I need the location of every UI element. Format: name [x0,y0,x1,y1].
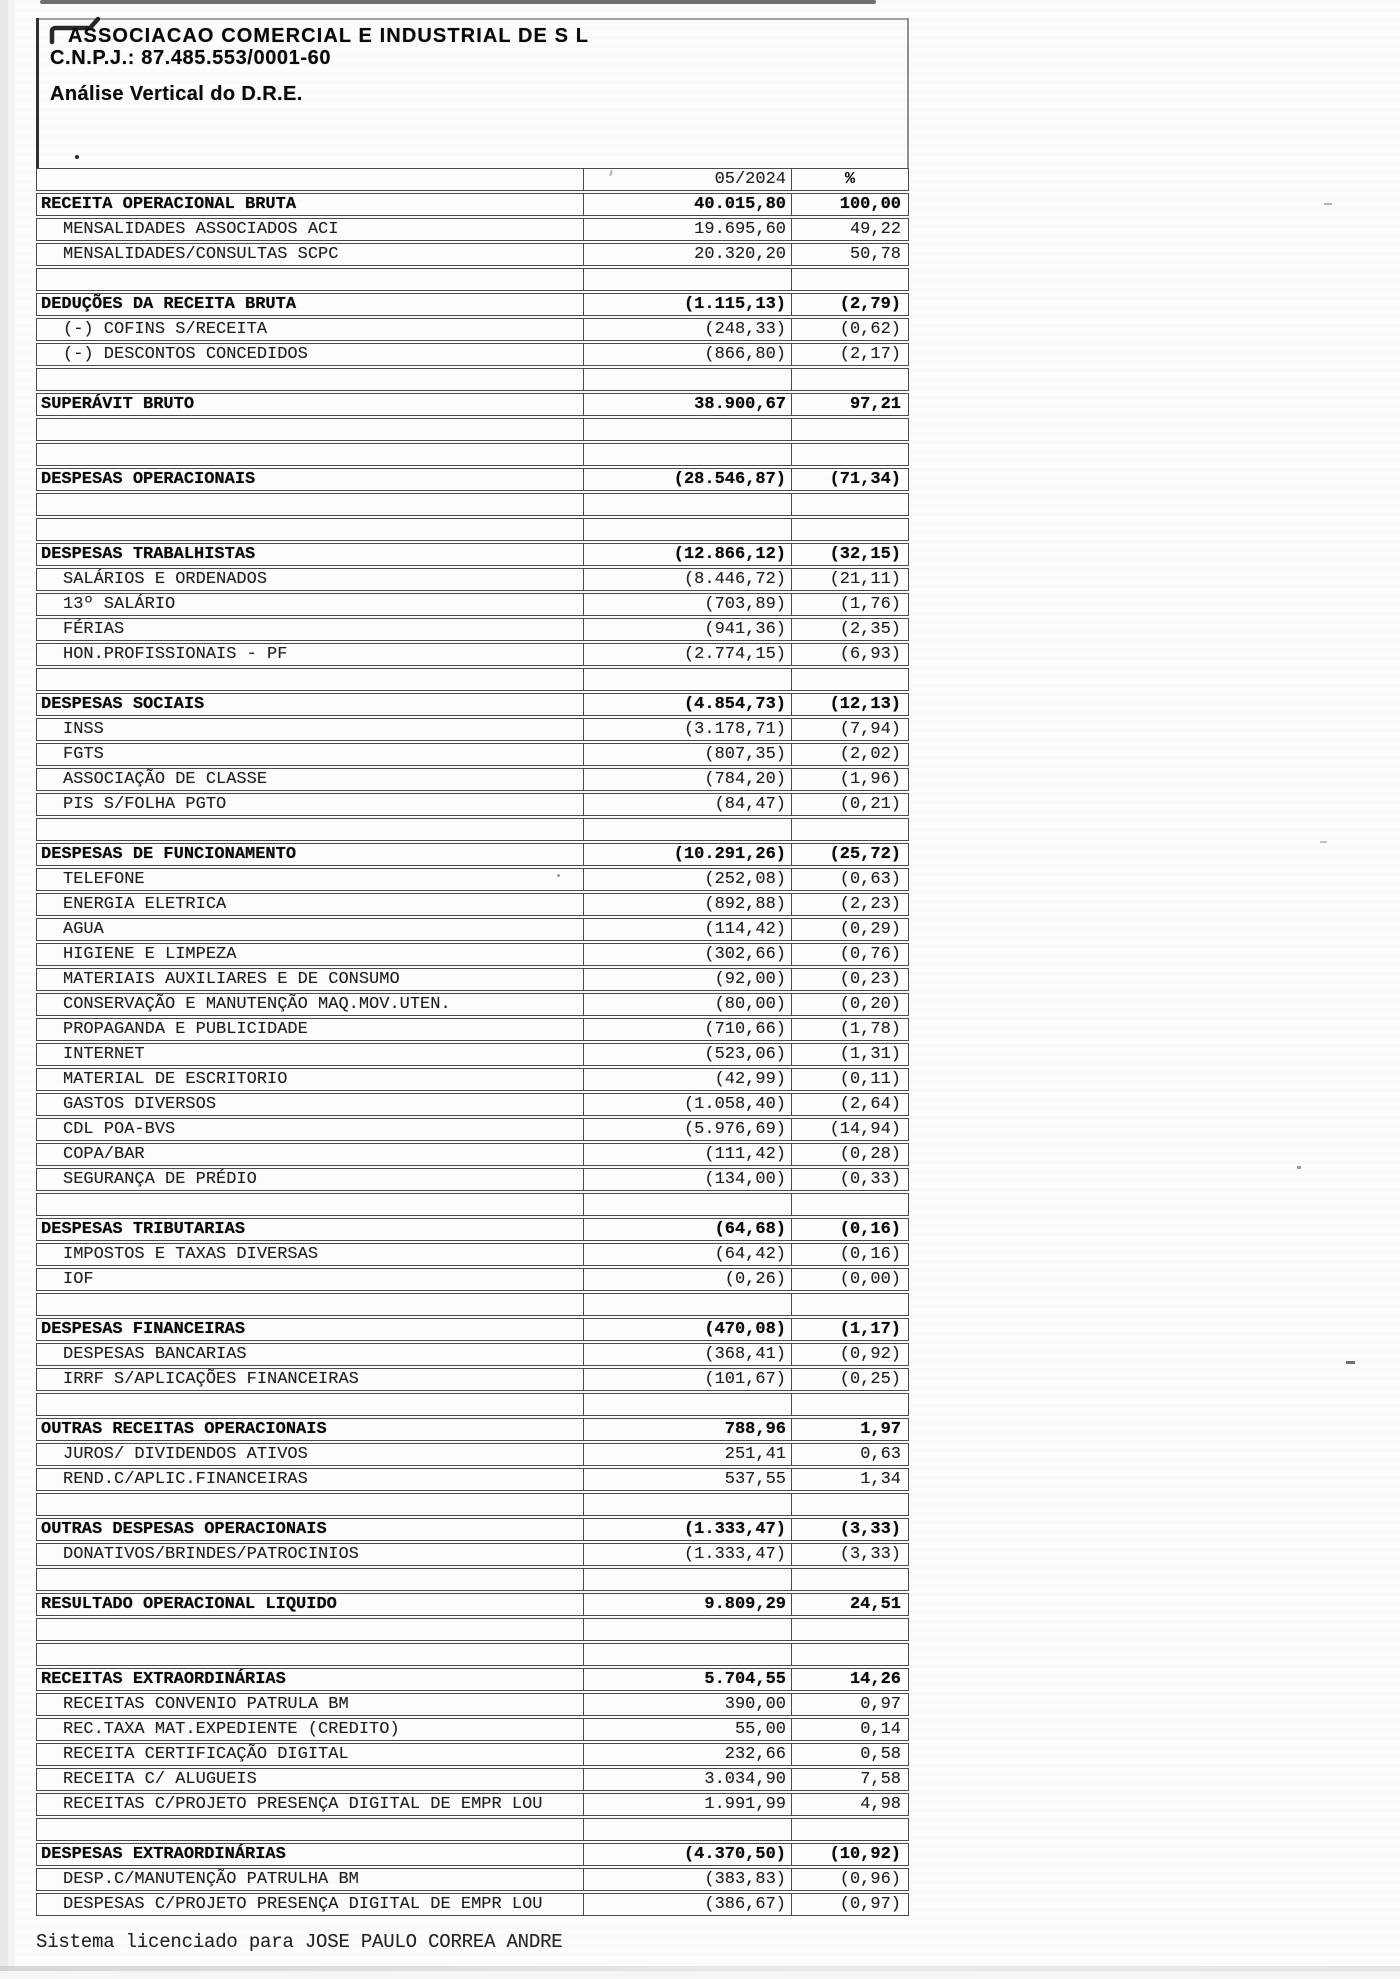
table-row [36,693,909,716]
row-value: (710,66) [583,1019,791,1040]
row-percent: (1,96) [791,769,908,790]
table-row-blank [36,1568,909,1591]
row-percent [791,1294,908,1315]
table-row [36,1368,909,1391]
table-row [36,768,909,791]
row-value: (0,26) [583,1269,791,1290]
table-row [36,218,909,241]
row-percent: (0,20) [791,994,908,1015]
table-row [36,1743,909,1766]
row-value [583,819,791,840]
table-header-row [36,168,909,191]
row-value: 788,96 [583,1419,791,1440]
row-value: (42,99) [583,1069,791,1090]
row-value [583,369,791,390]
table-row [36,1043,909,1066]
row-label: RECEITA CERTIFICAÇÃO DIGITAL [63,1745,349,1764]
row-percent: (71,34) [791,469,908,490]
table-row [36,1793,909,1816]
table-row-blank [36,1818,909,1841]
row-value: (248,33) [583,319,791,340]
table-row [36,593,909,616]
row-value [583,1394,791,1415]
row-label: AGUA [63,920,104,939]
row-label: RECEITAS CONVENIO PATRULA BM [63,1695,349,1714]
dre-analysis-table [36,168,909,1918]
row-value: (114,42) [583,919,791,940]
row-percent: (6,93) [791,644,908,665]
row-value [583,519,791,540]
row-value: 537,55 [583,1469,791,1490]
row-label [37,1294,583,1315]
row-value: 20.320,20 [583,244,791,265]
row-label: OUTRAS RECEITAS OPERACIONAIS [41,1420,327,1439]
row-label [37,369,583,390]
header-period-cell: 05/2024 [583,169,791,190]
row-value: (892,88) [583,894,791,915]
table-row [36,1118,909,1141]
row-label: RECEITA C/ ALUGUEIS [63,1770,257,1789]
table-row [36,618,909,641]
row-percent [791,1619,908,1640]
table-row [36,868,909,891]
row-percent [791,1394,908,1415]
row-value: (134,00) [583,1169,791,1190]
table-row [36,943,909,966]
row-label: REC.TAXA MAT.EXPEDIENTE (CREDITO) [63,1720,400,1739]
row-label: DESPESAS OPERACIONAIS [41,470,256,489]
row-percent: (0,00) [791,1269,908,1290]
row-value [583,269,791,290]
row-value: (807,35) [583,744,791,765]
table-row [36,1093,909,1116]
table-row-blank [36,818,909,841]
row-percent: (0,23) [791,969,908,990]
row-label: SEGURANÇA DE PRÉDIO [63,1170,257,1189]
row-value: (1.058,40) [583,1094,791,1115]
row-label: DESPESAS DE FUNCIONAMENTO [41,845,297,864]
scan-speck [1297,1166,1301,1169]
table-row-blank [36,1493,909,1516]
row-percent: 4,98 [791,1794,908,1815]
row-value: (1.333,47) [583,1519,791,1540]
row-label: FÉRIAS [63,620,125,639]
row-label: IOF [63,1270,94,1289]
row-label [37,269,583,290]
table-row [36,1243,909,1266]
row-percent: (2,17) [791,344,908,365]
row-percent [791,444,908,465]
row-value: (28.546,87) [583,469,791,490]
row-value: 251,41 [583,1444,791,1465]
table-row [36,718,909,741]
table-row-blank [36,668,909,691]
row-label: DONATIVOS/BRINDES/PATROCINIOS [63,1545,359,1564]
row-label [37,1644,583,1665]
table-row-blank [36,418,909,441]
row-percent: 49,22 [791,219,908,240]
row-percent [791,494,908,515]
row-percent [791,1569,908,1590]
row-percent: (0,21) [791,794,908,815]
scan-edge-strip-light [8,0,15,1979]
row-label: RECEITAS EXTRAORDINÁRIAS [41,1670,286,1689]
row-label: MATERIAL DE ESCRITORIO [63,1070,288,1089]
row-percent: (1,78) [791,1019,908,1040]
scan-edge-strip [0,0,8,1979]
row-percent: 14,26 [791,1669,908,1690]
row-label [37,1494,583,1515]
row-percent: (10,92) [791,1844,908,1865]
row-value: (64,68) [583,1219,791,1240]
table-row-blank [36,1643,909,1666]
row-percent: (0,76) [791,944,908,965]
row-value: (386,67) [583,1894,791,1915]
row-value: 38.900,67 [583,394,791,415]
row-percent: (0,29) [791,919,908,940]
table-row [36,893,909,916]
row-percent: 0,63 [791,1444,908,1465]
row-value: (8.446,72) [583,569,791,590]
row-label [37,669,583,690]
row-value: (2.774,15) [583,644,791,665]
table-row [36,843,909,866]
row-value: 232,66 [583,1744,791,1765]
table-row-blank [36,1618,909,1641]
row-percent: 24,51 [791,1594,908,1615]
row-value [583,1569,791,1590]
table-row [36,1543,909,1566]
header-percent-cell: % [791,169,908,190]
table-row [36,1868,909,1891]
table-row [36,1893,909,1916]
table-row-blank [36,268,909,291]
row-label [37,819,583,840]
row-value [583,444,791,465]
row-label [37,1569,583,1590]
table-row [36,793,909,816]
table-row [36,1018,909,1041]
row-label [37,1619,583,1640]
table-row [36,293,909,316]
table-row [36,568,909,591]
row-label: GASTOS DIVERSOS [63,1095,217,1114]
row-label [37,1194,583,1215]
table-row [36,1168,909,1191]
row-value: (5.976,69) [583,1119,791,1140]
row-label: DESPESAS BANCARIAS [63,1345,247,1364]
table-row [36,968,909,991]
row-value [583,1494,791,1515]
row-label [37,444,583,465]
row-label: INSS [63,720,104,739]
row-percent: (0,62) [791,319,908,340]
row-value: (252,08) [583,869,791,890]
row-percent: 50,78 [791,244,908,265]
row-label: HIGIENE E LIMPEZA [63,945,237,964]
row-percent: (2,64) [791,1094,908,1115]
table-row-blank [36,368,909,391]
row-label: MATERIAIS AUXILIARES E DE CONSUMO [63,970,400,989]
row-value: 390,00 [583,1694,791,1715]
row-value: 5.704,55 [583,1669,791,1690]
row-value: (302,66) [583,944,791,965]
row-percent: (14,94) [791,1119,908,1140]
row-percent: 7,58 [791,1769,908,1790]
table-row [36,243,909,266]
ink-dot [75,155,79,159]
row-percent: (12,13) [791,694,908,715]
row-value: (10.291,26) [583,844,791,865]
table-row [36,1693,909,1716]
table-row-blank [36,1193,909,1216]
table-row [36,193,909,216]
row-label: RECEITA OPERACIONAL BRUTA [41,195,297,214]
row-value [583,494,791,515]
table-row [36,918,909,941]
row-value: (4.370,50) [583,1844,791,1865]
row-label: IRRF S/APLICAÇÕES FINANCEIRAS [63,1370,359,1389]
row-label: DEDUÇÕES DA RECEITA BRUTA [41,295,297,314]
row-percent [791,519,908,540]
row-label: PROPAGANDA E PUBLICIDADE [63,1020,308,1039]
row-percent: (2,02) [791,744,908,765]
table-row [36,1593,909,1616]
row-percent: 100,00 [791,194,908,215]
row-label: SUPERÁVIT BRUTO [41,395,195,414]
scan-speck [1324,203,1332,205]
row-value: (92,00) [583,969,791,990]
row-label: OUTRAS DESPESAS OPERACIONAIS [41,1520,327,1539]
row-value: (12.866,12) [583,544,791,565]
table-row-blank [36,1393,909,1416]
row-percent: (25,72) [791,844,908,865]
row-label: MENSALIDADES/CONSULTAS SCPC [63,245,339,264]
row-label: DESPESAS C/PROJETO PRESENÇA DIGITAL DE EMPR LOU [63,1895,543,1914]
row-label: (-) DESCONTOS CONCEDIDOS [63,345,308,364]
row-percent [791,669,908,690]
row-label: COPA/BAR [63,1145,145,1164]
table-row [36,1768,909,1791]
row-value: (941,36) [583,619,791,640]
row-label: DESPESAS TRABALHISTAS [41,545,256,564]
table-row-blank [36,1293,909,1316]
row-value: (523,06) [583,1044,791,1065]
row-value [583,1294,791,1315]
row-label: RESULTADO OPERACIONAL LIQUIDO [41,1595,337,1614]
table-row [36,1468,909,1491]
row-value: (80,00) [583,994,791,1015]
table-row [36,1443,909,1466]
row-percent: (0,16) [791,1244,908,1265]
header-empty-cell [37,169,583,190]
table-row [36,1068,909,1091]
row-label: ENERGIA ELETRICA [63,895,227,914]
table-row-blank [36,443,909,466]
row-percent: (0,28) [791,1144,908,1165]
row-value: 19.695,60 [583,219,791,240]
table-row [36,1718,909,1741]
row-value: (3.178,71) [583,719,791,740]
row-label: REND.C/APLIC.FINANCEIRAS [63,1470,308,1489]
row-percent: (32,15) [791,544,908,565]
scan-below-edge [0,1971,1400,1979]
row-label: FGTS [63,745,104,764]
row-percent: 0,58 [791,1744,908,1765]
row-label: DESP.C/MANUTENÇÃO PATRULHA BM [63,1870,359,1889]
row-percent [791,1494,908,1515]
table-row [36,393,909,416]
table-row [36,468,909,491]
row-value: (383,83) [583,1869,791,1890]
row-label: MENSALIDADES ASSOCIADOS ACI [63,220,339,239]
row-label: DESPESAS TRIBUTARIAS [41,1220,246,1239]
row-percent: (0,25) [791,1369,908,1390]
row-label [37,519,583,540]
table-row [36,743,909,766]
row-value [583,1644,791,1665]
row-label [37,1819,583,1840]
row-percent: 97,21 [791,394,908,415]
row-percent [791,1644,908,1665]
table-row [36,643,909,666]
row-percent [791,269,908,290]
row-label: DESPESAS FINANCEIRAS [41,1320,246,1339]
row-percent: (1,31) [791,1044,908,1065]
table-row [36,1218,909,1241]
row-value [583,1819,791,1840]
row-value: (703,89) [583,594,791,615]
table-row [36,543,909,566]
row-value: (470,08) [583,1319,791,1340]
row-percent: (2,23) [791,894,908,915]
row-label: TELEFONE [63,870,145,889]
row-value: (866,80) [583,344,791,365]
table-row [36,1343,909,1366]
row-value [583,669,791,690]
row-percent: (2,79) [791,294,908,315]
row-value [583,1619,791,1640]
row-percent [791,1819,908,1840]
table-row [36,1318,909,1341]
license-footer: Sistema licenciado para JOSE PAULO CORREA ANDRE [36,1931,563,1953]
row-percent: (3,33) [791,1519,908,1540]
scan-speck [1346,1361,1355,1364]
row-value: (111,42) [583,1144,791,1165]
row-label: JUROS/ DIVIDENDOS ATIVOS [63,1445,308,1464]
row-label: IMPOSTOS E TAXAS DIVERSAS [63,1245,319,1264]
page-border-right [907,18,909,168]
table-row [36,1143,909,1166]
row-percent: (7,94) [791,719,908,740]
row-label: PIS S/FOLHA PGTO [63,795,227,814]
row-label [37,419,583,440]
row-label [37,1394,583,1415]
row-value: 1.991,99 [583,1794,791,1815]
page-border-left [36,18,39,168]
row-percent [791,369,908,390]
row-label: INTERNET [63,1045,145,1064]
company-cnpj: C.N.P.J.: 87.485.553/0001-60 [50,47,332,69]
row-value [583,1194,791,1215]
row-value: (1.115,13) [583,294,791,315]
table-row [36,1268,909,1291]
row-percent: 0,14 [791,1719,908,1740]
row-label: CDL POA-BVS [63,1120,176,1139]
row-percent [791,419,908,440]
table-row-blank [36,518,909,541]
row-percent: (21,11) [791,569,908,590]
row-percent: (0,16) [791,1219,908,1240]
row-value: (784,20) [583,769,791,790]
scan-top-edge [40,0,876,4]
row-percent: 1,34 [791,1469,908,1490]
row-label: DESPESAS SOCIAIS [41,695,205,714]
row-value: (84,47) [583,794,791,815]
row-percent: (0,11) [791,1069,908,1090]
row-percent: (0,96) [791,1869,908,1890]
company-name: ASSOCIACAO COMERCIAL E INDUSTRIAL DE S L [68,25,590,47]
row-percent: (1,76) [791,594,908,615]
table-row [36,1518,909,1541]
row-label: DESPESAS EXTRAORDINÁRIAS [41,1845,286,1864]
row-percent [791,1194,908,1215]
row-percent: 1,97 [791,1419,908,1440]
table-row [36,993,909,1016]
row-label: RECEITAS C/PROJETO PRESENÇA DIGITAL DE EMPR LOU [63,1795,543,1814]
row-value: (368,41) [583,1344,791,1365]
row-label: CONSERVAÇÃO E MANUTENÇÃO MAQ.MOV.UTEN. [63,995,451,1014]
scan-speck [1320,841,1327,843]
row-percent: (0,92) [791,1344,908,1365]
row-value: 55,00 [583,1719,791,1740]
row-value: 40.015,80 [583,194,791,215]
row-value: (64,42) [583,1244,791,1265]
row-percent: (1,17) [791,1319,908,1340]
row-value: (101,67) [583,1369,791,1390]
row-percent [791,819,908,840]
row-label [37,494,583,515]
table-row [36,318,909,341]
table-row [36,1843,909,1866]
row-label: HON.PROFISSIONAIS - PF [63,645,288,664]
row-value: (4.854,73) [583,694,791,715]
row-value: 3.034,90 [583,1769,791,1790]
row-value: 9.809,29 [583,1594,791,1615]
row-label: ASSOCIAÇÃO DE CLASSE [63,770,268,789]
table-row [36,1668,909,1691]
row-percent: (2,35) [791,619,908,640]
row-value [583,419,791,440]
table-row [36,343,909,366]
row-value: (1.333,47) [583,1544,791,1565]
report-title: Análise Vertical do D.R.E. [50,83,303,105]
page-border-top [36,18,909,20]
row-label: SALÁRIOS E ORDENADOS [63,570,268,589]
row-label: (-) COFINS S/RECEITA [63,320,268,339]
row-percent: (0,63) [791,869,908,890]
table-row-blank [36,493,909,516]
table-row [36,1418,909,1441]
row-label: 13º SALÁRIO [63,595,176,614]
row-percent: 0,97 [791,1694,908,1715]
row-percent: (0,33) [791,1169,908,1190]
row-percent: (0,97) [791,1894,908,1915]
row-percent: (3,33) [791,1544,908,1565]
